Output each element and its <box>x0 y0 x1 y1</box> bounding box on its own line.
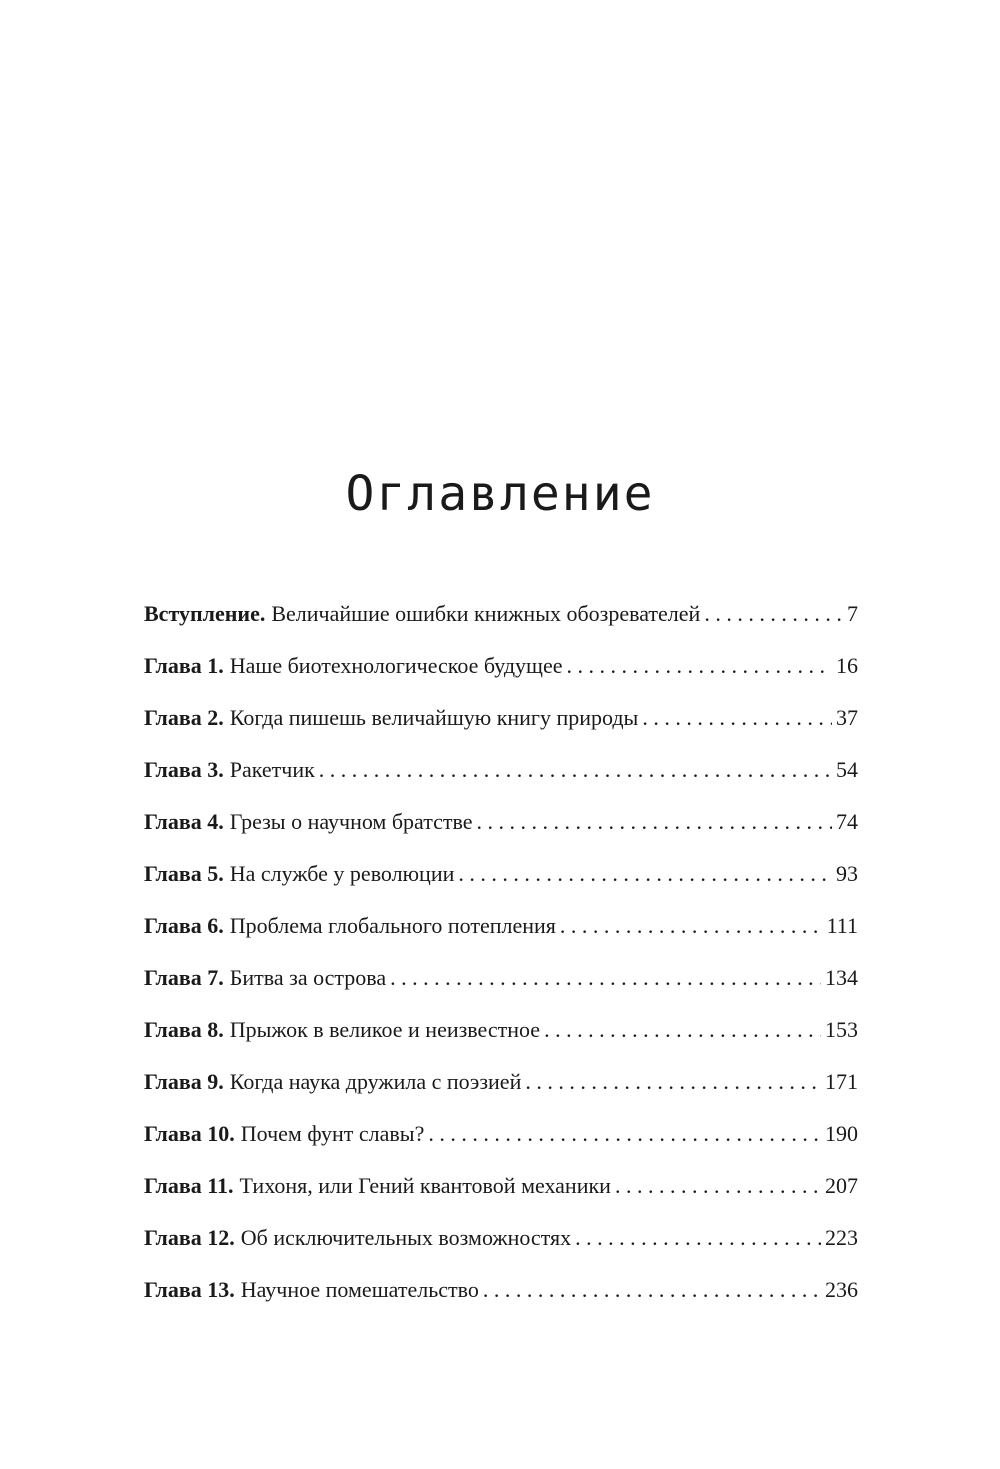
toc-entry-chapter-6[interactable] <box>144 900 858 952</box>
dot-leader <box>704 588 843 640</box>
toc-entry-label: Глава 13. <box>144 1277 235 1302</box>
toc-entry-page: 16 <box>836 653 858 678</box>
toc-entry-chapter-5[interactable] <box>144 848 858 900</box>
toc-entry-label: Вступление. <box>144 601 266 626</box>
toc-entry-label: Глава 11. <box>144 1173 234 1198</box>
toc-entry-title: Тихоня, или Гений квантовой механики <box>239 1173 611 1198</box>
dot-leader <box>575 1212 821 1264</box>
toc-entry-chapter-1[interactable] <box>144 640 858 692</box>
toc-entry-title: Когда наука дружила с поэзией <box>229 1069 522 1094</box>
dot-leader <box>458 848 832 900</box>
dot-leader <box>525 1056 821 1108</box>
toc-entry-label: Глава 2. <box>144 705 224 730</box>
toc-entry-page: 207 <box>825 1173 858 1198</box>
dot-leader <box>615 1160 821 1212</box>
toc-entry-page: 190 <box>825 1121 858 1146</box>
dot-leader <box>428 1108 821 1160</box>
toc-entry-label: Глава 6. <box>144 913 224 938</box>
toc-entry-page: 37 <box>836 705 858 730</box>
dot-leader <box>642 692 832 744</box>
toc-entry-chapter-3[interactable] <box>144 744 858 796</box>
toc-entry-chapter-8[interactable] <box>144 1004 858 1056</box>
toc-entry-label: Глава 9. <box>144 1069 224 1094</box>
toc-entry-label: Глава 7. <box>144 965 224 990</box>
toc-entry-label: Глава 5. <box>144 861 224 886</box>
toc-entry-label: Глава 1. <box>144 653 224 678</box>
toc-entry-title: Об исключительных возможностях <box>240 1225 572 1250</box>
toc-entry-chapter-11[interactable] <box>144 1160 858 1212</box>
toc-entry-chapter-10[interactable] <box>144 1108 858 1160</box>
dot-leader <box>390 952 821 1004</box>
toc-entry-title: Почем фунт славы? <box>240 1121 425 1146</box>
dot-leader <box>567 640 832 692</box>
toc-entry-title: Прыжок в великое и неизвестное <box>229 1017 541 1042</box>
toc-entry-title: Ракетчик <box>229 757 315 782</box>
toc-entry-chapter-4[interactable] <box>144 796 858 848</box>
toc-entry-title: Грезы о научном братстве <box>229 809 473 834</box>
dot-leader <box>544 1004 821 1056</box>
dot-leader <box>483 1264 821 1316</box>
toc-entry-label: Глава 4. <box>144 809 224 834</box>
toc-entry-title: Величайшие ошибки книжных обозревателей <box>271 601 701 626</box>
toc-entry-page: 171 <box>825 1069 858 1094</box>
toc-entry-page: 93 <box>836 861 858 886</box>
toc-entry-page: 236 <box>825 1277 858 1302</box>
toc-entry-page: 153 <box>825 1017 858 1042</box>
dot-leader <box>477 796 832 848</box>
toc-entry-label: Глава 3. <box>144 757 224 782</box>
toc-entry-chapter-7[interactable] <box>144 952 858 1004</box>
toc-entry-title: Научное помешательство <box>240 1277 479 1302</box>
toc-entry-label: Глава 10. <box>144 1121 235 1146</box>
toc-entry-page: 7 <box>847 601 858 626</box>
toc-entry-label: Глава 8. <box>144 1017 224 1042</box>
toc-entry-chapter-12[interactable] <box>144 1212 858 1264</box>
toc-entry-title: Когда пишешь величайшую книгу природы <box>229 705 639 730</box>
toc-entry-title: Наше биотехнологическое будущее <box>229 653 563 678</box>
dot-leader <box>319 744 832 796</box>
toc-entry-title: Проблема глобального потепления <box>229 913 556 938</box>
toc-entry-page: 111 <box>826 913 858 938</box>
toc-entry-page: 223 <box>825 1225 858 1250</box>
toc-entry-label: Глава 12. <box>144 1225 235 1250</box>
dot-leader <box>560 900 823 952</box>
toc-entry-title: На службе у революции <box>229 861 455 886</box>
toc-entry-intro[interactable] <box>144 588 858 640</box>
toc-entry-page: 134 <box>825 965 858 990</box>
toc-entry-chapter-13[interactable] <box>144 1264 858 1316</box>
toc-entry-page: 74 <box>836 809 858 834</box>
toc-entry-title: Битва за острова <box>229 965 387 990</box>
toc-entry-page: 54 <box>836 757 858 782</box>
toc-entry-chapter-2[interactable] <box>144 692 858 744</box>
toc-entry-chapter-9[interactable] <box>144 1056 858 1108</box>
page-title: Оглавление <box>345 466 655 522</box>
table-of-contents <box>144 588 858 1316</box>
